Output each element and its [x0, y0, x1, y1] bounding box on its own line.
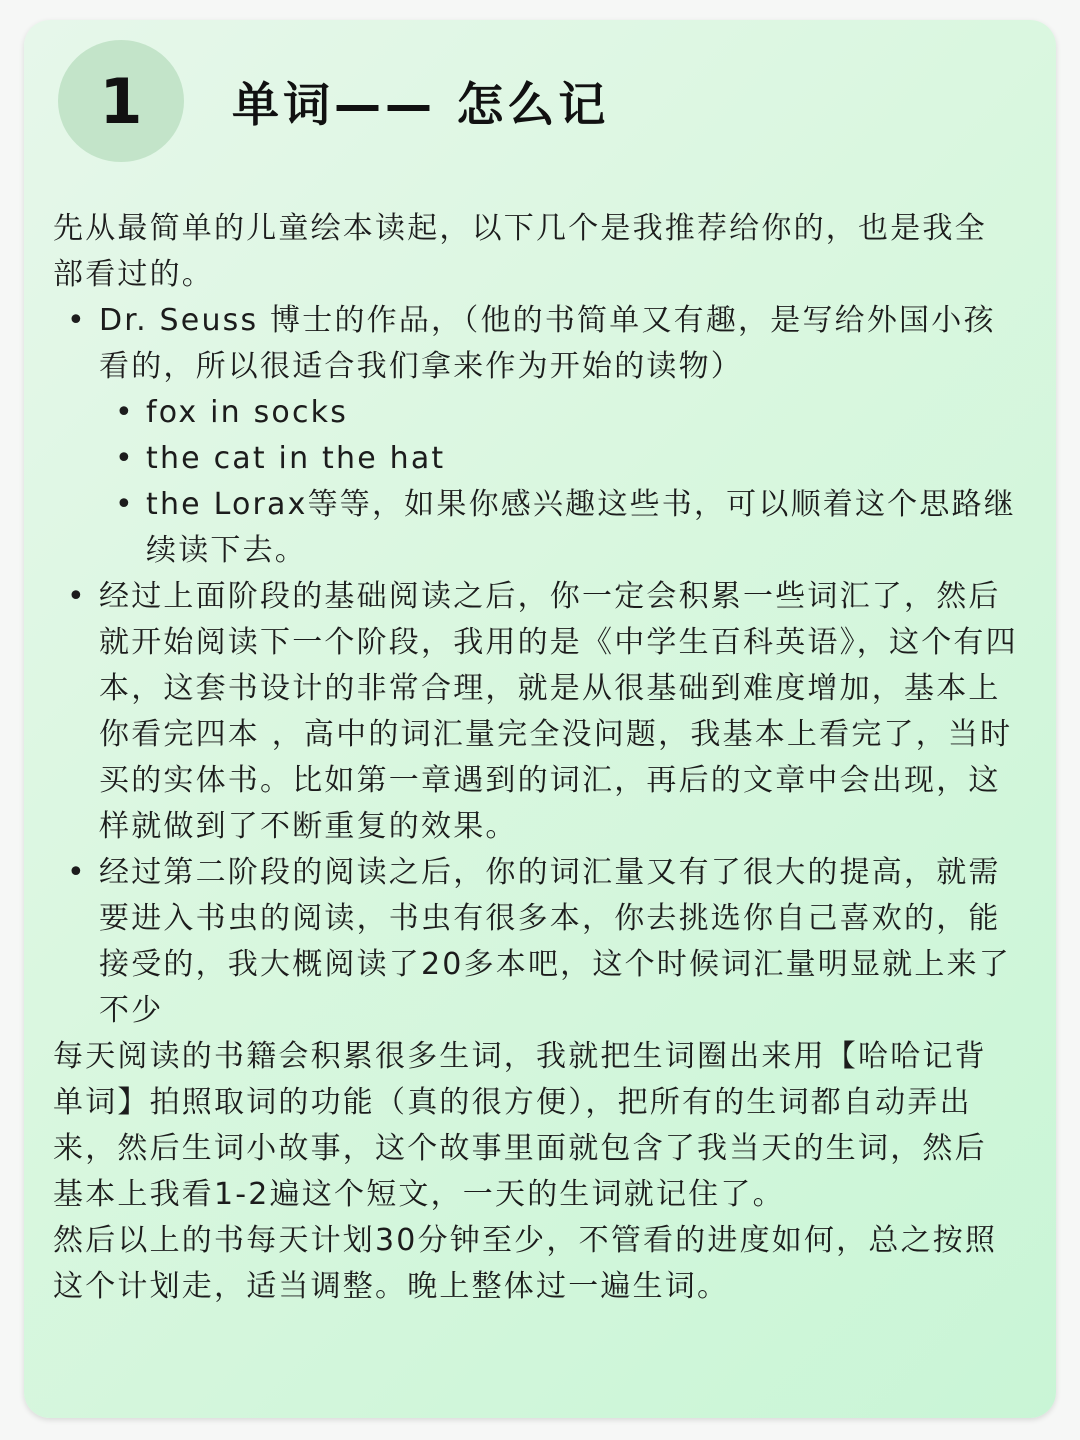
bullet-icon: • [115, 395, 135, 430]
sub-list-item [53, 390, 1018, 436]
list-item-text: Dr. Seuss 博士的作品，（他的书简单又有趣，是写给外国小孩看的，所以很适合我们拿来作为开始的读物） [99, 303, 996, 384]
list-item-stage-three [53, 850, 1018, 1034]
book-title: the cat in the hat [146, 441, 446, 476]
list-item-text: 经过上面阶段的基础阅读之后，你一定会积累一些词汇了，然后就开始阅读下一个阶段，我用的是《中学生百科英语》，这个有四本，这套书设计的非常合理，就是从很基础到难度增加，基本上你看完四本 ，高中的词汇量完全没问题，我基本上看完了，当时买的实体书。比如第一章遇到的词汇，再后的文章中会出现，这样就做到了不断重复的效果。 [99, 579, 1018, 844]
content-card [24, 20, 1056, 1418]
section-title: 单词—— 怎么记 [232, 78, 610, 133]
book-title: fox in socks [146, 395, 349, 430]
list-item-text: 经过第二阶段的阅读之后，你的词汇量又有了很大的提高，就需要进入书虫的阅读，书虫有很多本，你去挑选你自己喜欢的，能接受的，我大概阅读了20多本吧，这个时候词汇量明显就上来了不少 [99, 855, 1011, 1028]
intro-paragraph: 先从最简单的儿童绘本读起，以下几个是我推荐给你的，也是我全部看过的。 [53, 211, 987, 292]
sub-list-item [53, 436, 1018, 482]
section-number-badge: 1 [58, 40, 184, 162]
list-item-stage-two [53, 574, 1018, 850]
article-body [53, 206, 1018, 1310]
outro-paragraph: 每天阅读的书籍会积累很多生词，我就把生词圈出来用【哈哈记背单词】拍照取词的功能（真的很方便），把所有的生词都自动弄出来，然后生词小故事，这个故事里面就包含了我当天的生词，然后基本上我看1-2遍这个短文，一天的生词就记住了。 [53, 1039, 987, 1212]
book-title: the Lorax等等，如果你感兴趣这些书，可以顺着这个思路继续读下去。 [146, 487, 1016, 568]
bullet-icon: • [67, 579, 87, 614]
bullet-icon: • [67, 303, 87, 338]
bullet-icon: • [115, 487, 135, 522]
sub-list-item [53, 482, 1018, 574]
bullet-icon: • [67, 855, 87, 890]
list-item-dr-seuss [53, 298, 1018, 390]
outro-paragraph: 然后以上的书每天计划30分钟至少，不管看的进度如何，总之按照这个计划走，适当调整。晚上整体过一遍生词。 [53, 1223, 998, 1304]
bullet-icon: • [115, 441, 135, 476]
